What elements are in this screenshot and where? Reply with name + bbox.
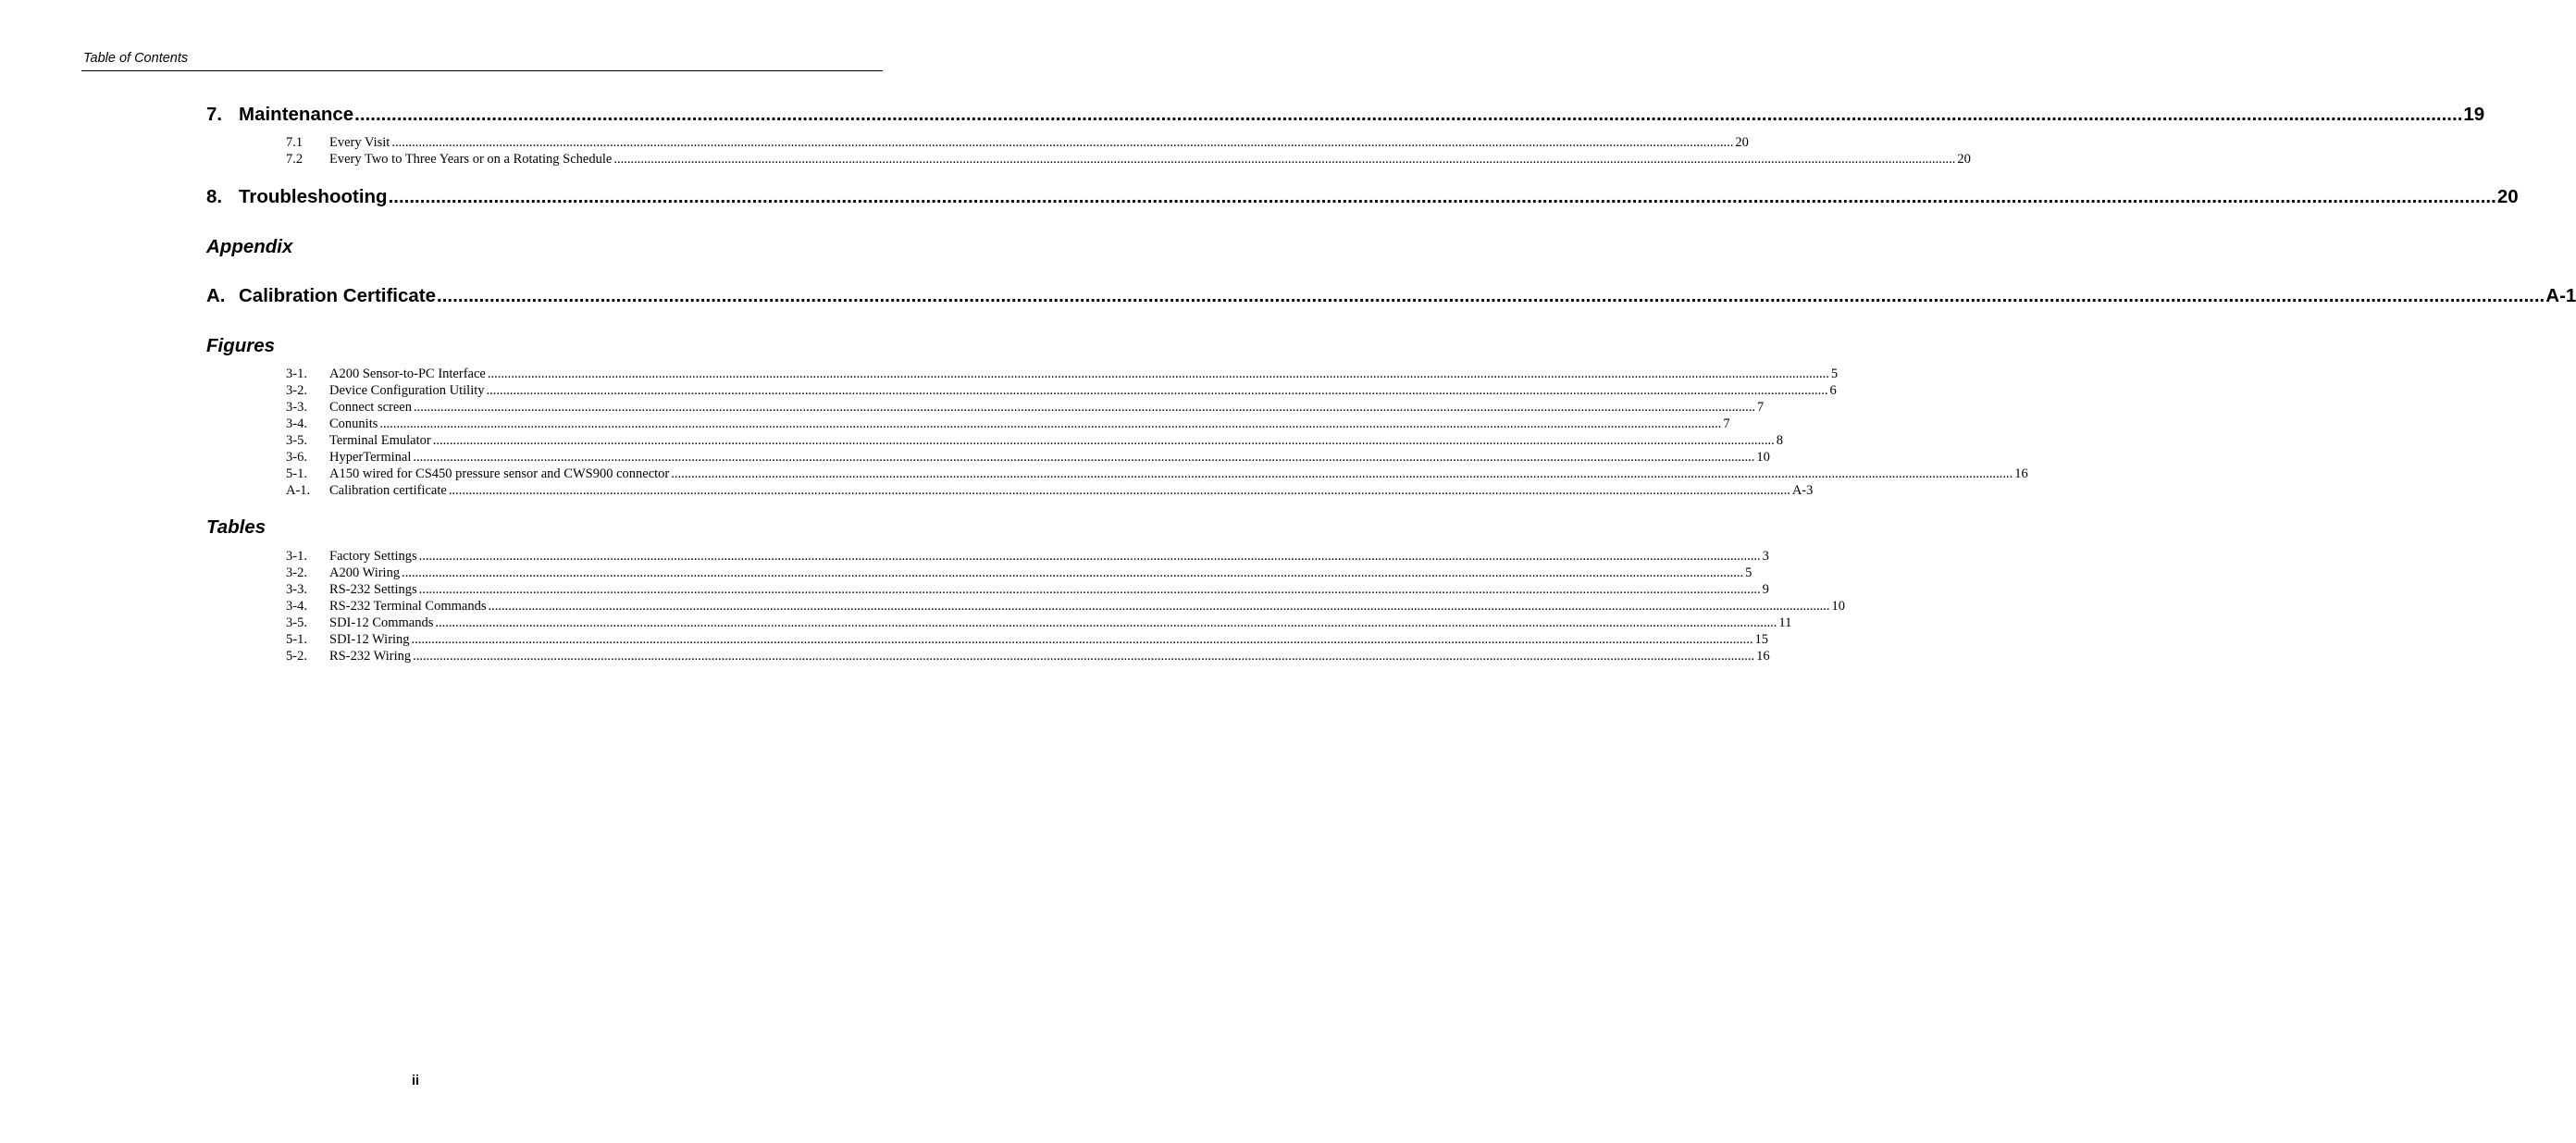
dot-leader: ................................................................................................................................................................................................................................................................................................................................................................................................................ <box>413 450 1755 465</box>
figure-entry[interactable] <box>286 416 1730 432</box>
section-page: 20 <box>1735 135 1749 150</box>
table-page: 10 <box>1831 599 1845 614</box>
chapter-page: 19 <box>2463 104 2485 125</box>
figure-number: 3-5. <box>286 433 307 448</box>
table-title: RS-232 Terminal Commands <box>329 599 487 614</box>
dot-leader: ................................................................................................................................................................................................................................................................................................................................................................................................................ <box>487 367 1829 381</box>
figure-title: Device Configuration Utility <box>329 383 485 398</box>
table-entry[interactable] <box>286 648 1770 665</box>
appendix-number: A. <box>206 285 226 306</box>
table-title: SDI-12 Commands <box>329 615 434 630</box>
table-number: 3-3. <box>286 582 307 597</box>
section-list <box>286 134 1971 168</box>
dot-leader: ................................................................................................................................................................................................................................................................................................................................................................................................................ <box>435 615 1777 630</box>
table-entry[interactable] <box>286 631 1769 648</box>
table-page: 9 <box>1762 582 1769 597</box>
chapter-title: Maintenance <box>239 104 354 125</box>
table-title: RS-232 Wiring <box>329 649 412 664</box>
figure-page: 8 <box>1776 433 1783 448</box>
table-entry[interactable] <box>286 565 1752 581</box>
figure-number: 3-3. <box>286 400 307 415</box>
figure-number: 3-2. <box>286 383 307 398</box>
chapter-page: 20 <box>2496 186 2519 207</box>
figure-title: Conunits <box>329 416 378 431</box>
dot-leader: ................................................................................................................................................................................................................................................................................................................................................................................................................ <box>418 549 1761 564</box>
table-entry[interactable] <box>286 548 1769 565</box>
section-number: 7.1 <box>286 135 303 150</box>
dot-leader: ................................................................................................................................................................................................................................................................................................................................................................................................................ <box>413 649 1755 664</box>
figure-page: 7 <box>1723 416 1730 431</box>
figure-entry[interactable] <box>286 382 1837 399</box>
tables-list <box>286 548 1845 665</box>
section-page: 20 <box>1957 152 1971 167</box>
table-title: SDI-12 Wiring <box>329 632 410 647</box>
figure-title: Terminal Emulator <box>329 433 431 448</box>
table-number: 3-5. <box>286 615 307 630</box>
table-number: 5-2. <box>286 649 307 664</box>
dot-leader: ................................................................................................................................................................................................................................................................................................................................................................................................................ <box>379 416 1722 431</box>
figure-number: 3-1. <box>286 367 307 381</box>
table-page: 3 <box>1762 549 1769 564</box>
figure-page: 10 <box>1756 450 1770 465</box>
table-entry[interactable] <box>286 581 1769 598</box>
header-rule <box>81 70 883 71</box>
toc-tables-list <box>206 548 1845 665</box>
figure-entry[interactable] <box>286 449 1770 466</box>
dot-leader: ................................................................................................................................................................................................................................................................................................................................................................................................................ <box>413 400 1755 415</box>
figure-entry[interactable] <box>286 466 2028 482</box>
figure-title: Calibration certificate <box>329 483 447 498</box>
toc-appendix <box>206 236 737 258</box>
figure-number: A-1. <box>286 483 311 498</box>
figure-number: 3-6. <box>286 450 307 465</box>
section-title: Every Two to Three Years or on a Rotating Schedule <box>329 152 613 167</box>
appendix-heading: Appendix <box>206 236 293 257</box>
toc-figures-list <box>206 366 2028 499</box>
chapter-entry[interactable] <box>206 186 2519 208</box>
table-number: 3-1. <box>286 549 307 564</box>
section-number: 7.2 <box>286 152 303 167</box>
table-page: 5 <box>1745 565 1752 580</box>
dot-leader: ................................................................................................................................................................................................................................................................................................................................................................................................................ <box>448 483 1790 498</box>
section-title: Every Visit <box>329 135 390 150</box>
dot-leader: ................................................................................................................................................................................................................................................................................................................................................................................................................ <box>437 285 2545 306</box>
figure-page: 6 <box>1829 383 1837 398</box>
running-head: Table of Contents <box>83 51 189 66</box>
dot-leader: ................................................................................................................................................................................................................................................................................................................................................................................................................ <box>388 186 2496 207</box>
table-page: 11 <box>1778 615 1792 630</box>
table-entry[interactable] <box>286 598 1845 615</box>
figure-page: 5 <box>1830 367 1839 381</box>
table-title: Factory Settings <box>329 549 417 564</box>
dot-leader: ................................................................................................................................................................................................................................................................................................................................................................................................................ <box>402 565 1744 580</box>
appendix-entry[interactable] <box>206 285 2576 307</box>
table-title: RS-232 Settings <box>329 582 417 597</box>
figure-entry[interactable] <box>286 399 1765 416</box>
toc-appendix-a <box>206 285 2576 307</box>
table-page: 16 <box>1756 649 1770 664</box>
figure-number: 3-4. <box>286 416 307 431</box>
figure-entry[interactable] <box>286 482 1814 499</box>
figure-title: HyperTerminal <box>329 450 412 465</box>
figures-heading: Figures <box>206 335 276 356</box>
table-number: 5-1. <box>286 632 307 647</box>
figure-title: Connect screen <box>329 400 412 415</box>
dot-leader: ................................................................................................................................................................................................................................................................................................................................................................................................................ <box>486 383 1828 398</box>
figure-page: 16 <box>2014 466 2028 481</box>
toc-chapter-7 <box>206 104 2485 126</box>
figure-entry[interactable] <box>286 366 1839 382</box>
figure-page: 7 <box>1756 400 1765 415</box>
chapter-number: 8. <box>206 186 223 207</box>
dot-leader: ................................................................................................................................................................................................................................................................................................................................................................................................................ <box>418 582 1761 597</box>
dot-leader: ................................................................................................................................................................................................................................................................................................................................................................................................................ <box>354 104 2463 125</box>
toc-chapter-7-entries <box>206 134 1971 168</box>
dot-leader: ................................................................................................................................................................................................................................................................................................................................................................................................................ <box>411 632 1753 647</box>
toc-chapter-8 <box>206 186 2519 208</box>
chapter-entry[interactable] <box>206 104 2485 126</box>
page-number: ii <box>411 1074 420 1088</box>
figure-title: A150 wired for CS450 pressure sensor and CWS900 connector <box>329 466 670 481</box>
figure-title: A200 Sensor-to-PC Interface <box>329 367 486 381</box>
table-number: 3-4. <box>286 599 307 614</box>
appendix-page: A-1 <box>2545 285 2576 306</box>
dot-leader: ................................................................................................................................................................................................................................................................................................................................................................................................................ <box>488 599 1830 614</box>
table-entry[interactable] <box>286 615 1792 631</box>
dot-leader: ................................................................................................................................................................................................................................................................................................................................................................................................................ <box>432 433 1775 448</box>
table-number: 3-2. <box>286 565 307 580</box>
dot-leader: ................................................................................................................................................................................................................................................................................................................................................................................................................ <box>613 152 1956 167</box>
section-entry[interactable] <box>286 134 1749 151</box>
dot-leader: ................................................................................................................................................................................................................................................................................................................................................................................................................ <box>391 135 1734 150</box>
toc-tables <box>206 516 737 539</box>
chapter-title: Troubleshooting <box>239 186 388 207</box>
toc-figures <box>206 335 737 357</box>
dot-leader: ................................................................................................................................................................................................................................................................................................................................................................................................................ <box>671 466 2013 481</box>
figure-entry[interactable] <box>286 432 1783 449</box>
section-entry[interactable] <box>286 151 1971 168</box>
table-title: A200 Wiring <box>329 565 401 580</box>
figure-number: 5-1. <box>286 466 307 481</box>
appendix-title: Calibration Certificate <box>239 285 437 306</box>
figure-page: A-3 <box>1791 483 1814 498</box>
table-page: 15 <box>1754 632 1769 647</box>
tables-heading: Tables <box>206 516 266 538</box>
figures-list <box>286 366 2028 499</box>
chapter-number: 7. <box>206 104 223 125</box>
